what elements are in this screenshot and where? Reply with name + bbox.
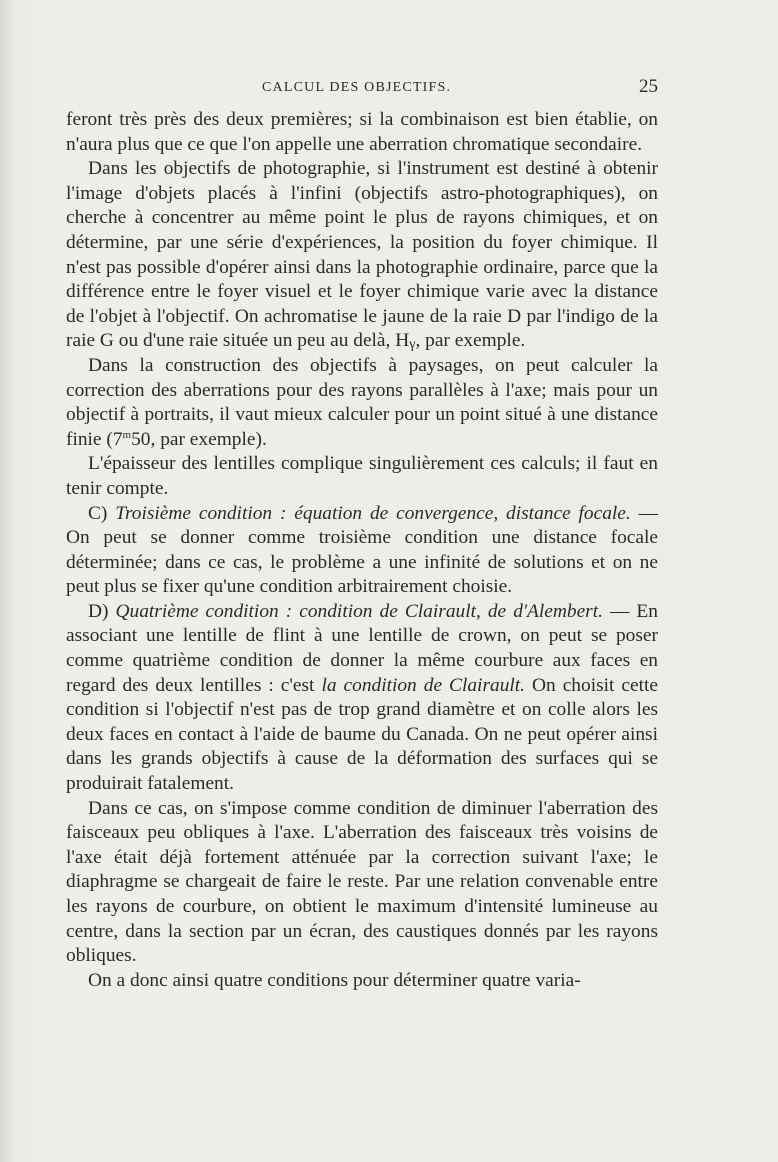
italic-text: la condition de Clairault. (321, 674, 526, 696)
paragraph-text: On a donc ainsi quatre conditions pour déterminer quatre varia- (88, 969, 581, 991)
paragraph (66, 157, 658, 354)
body-text (66, 108, 658, 993)
page-number: 25 (639, 76, 658, 97)
paragraph-text: Dans la construction des objectifs à paysages, on peut calculer la correction des aberrations pour des rayons parallèles à l'axe; mais pour un objectif à portraits, il vaut mieux calculer pour un point situé à une distance finie (7 (66, 354, 658, 450)
paragraph (66, 108, 658, 157)
section-label: C) (88, 502, 116, 524)
page-header (66, 76, 658, 100)
superscript: m (122, 428, 132, 441)
paragraph-text: Dans les objectifs de photographie, si l'instrument est destiné à obtenir l'image d'objets placés à l'infini (objectifs astro-photographiques), on cherche à concentrer au même point le plus de rayons chimiques, et on détermine, par une série d'expériences, la position du foyer chimique. Il n'est pas possible d'opérer ainsi dans la photographie ordinaire, parce que la différence entre le foyer visuel et le foyer chimique varie avec la distance de l'objet à l'objectif. On achromatise le jaune de la raie D par l'indigo de la raie G ou d'une raie située un peu au delà, H (66, 158, 658, 352)
paragraph-text: L'épaisseur des lentilles complique singulièrement ces calculs; il faut en tenir compte. (66, 453, 658, 499)
paragraph-text: On choisit cette condition si l'objectif n'est pas de trop grand diamètre et on colle alors les deux faces en contact à l'aide de baume du Canada. On ne peut opérer ainsi dans les grands objectifs à cause de la déformation des surfaces qui se produirait fatalement. (66, 674, 658, 795)
paragraph (66, 354, 658, 452)
subscript: γ (409, 337, 416, 353)
paragraph-text: feront très près des deux premières; si la combinaison est bien établie, on n'aura plus que ce que l'on appelle une aberration chromatique secondaire. (66, 109, 658, 155)
section-title: Quatrième condition : condition de Clairault, de d'Alembert. (115, 600, 603, 622)
paragraph (66, 969, 658, 994)
paragraph (66, 452, 658, 501)
paragraph (66, 797, 658, 969)
section-label: D) (88, 600, 116, 622)
paragraph-text: — On peut se donner comme troisième condition une distance focale déterminée; dans ce cas, le problème a une infinité de solutions et on ne peut plus se fixer qu'une condition arbitrairement choisie. (66, 502, 658, 598)
paragraph-text: — En associant une lentille de flint à une lentille de crown, on peut se poser comme quatrième condition de donner la même courbure aux faces en regard des deux lentilles : c'est (66, 600, 658, 696)
paragraph (66, 502, 658, 600)
paragraph-text: 50, par exemple). (131, 428, 267, 450)
paragraph (66, 600, 658, 797)
paragraph-text: Dans ce cas, on s'impose comme condition de diminuer l'aberration des faisceaux peu obliques à l'axe. L'aberration des faisceaux très voisins de l'axe était déjà fortement atténuée par la correction suivant l'axe; le diaphragme se chargeait de faire le reste. Par une relation convenable entre les rayons de courbure, on obtient le maximum d'intensité lumineuse au centre, dans la section par un écran, des caustiques donnés par les rayons obliques. (66, 797, 658, 967)
paragraph-text: , par exemple. (415, 330, 526, 352)
running-title: CALCUL DES OBJECTIFS. (262, 80, 452, 95)
section-title: Troisième condition : équation de convergence, distance focale. (115, 502, 631, 524)
